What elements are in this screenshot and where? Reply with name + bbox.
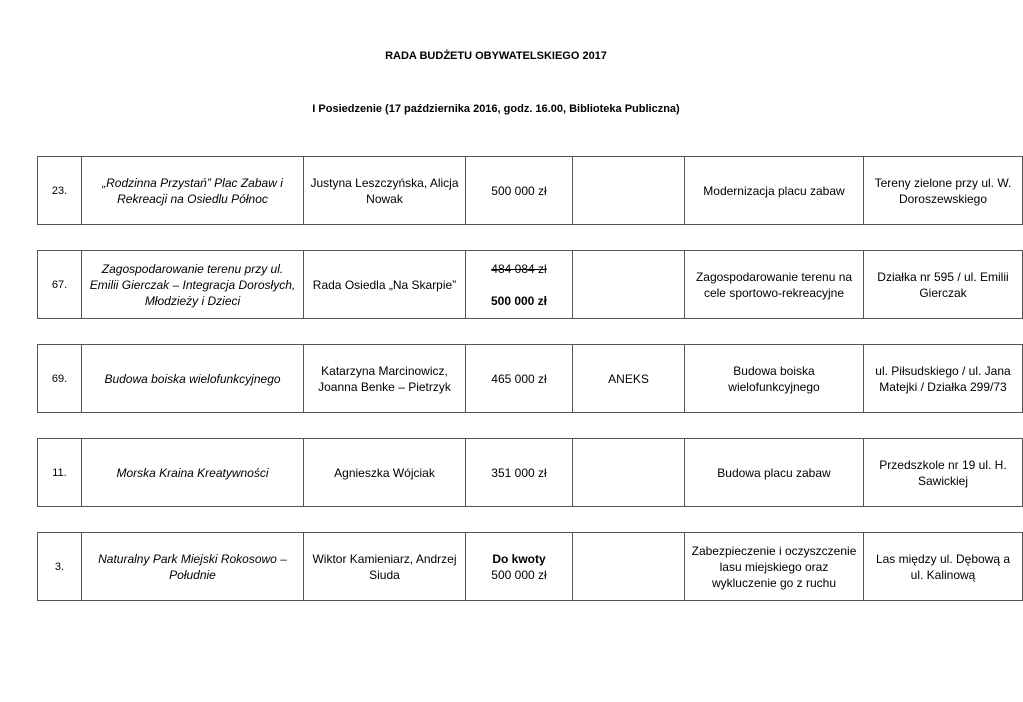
meeting-subtitle: I Posiedzenie (17 października 2016, godz. 16.00, Biblioteka Publiczna) bbox=[312, 103, 680, 115]
amount-prefix: Do kwoty bbox=[492, 551, 546, 566]
project-amount: 500 000 zł bbox=[466, 157, 573, 225]
project-location: Las między ul. Dębową a ul. Kalinową bbox=[864, 533, 1023, 601]
project-name: Naturalny Park Miejski Rokosowo – Południe bbox=[82, 533, 304, 601]
project-authors: Justyna Leszczyńska, Alicja Nowak bbox=[304, 157, 466, 225]
project-number: 3. bbox=[38, 533, 82, 601]
project-note: ANEKS bbox=[573, 345, 685, 413]
amount-spacer bbox=[470, 277, 568, 293]
table-row bbox=[38, 533, 1023, 601]
project-note bbox=[573, 439, 685, 507]
project-table-3 bbox=[37, 532, 1023, 601]
project-location: Tereny zielone przy ul. W. Doroszewskiego bbox=[864, 157, 1023, 225]
project-authors: Katarzyna Marcinowicz, Joanna Benke – Pietrzyk bbox=[304, 345, 466, 413]
table-row bbox=[38, 439, 1023, 507]
project-amount: 500 000 zł bbox=[491, 567, 547, 582]
project-amount: 351 000 zł bbox=[466, 439, 573, 507]
project-number: 11. bbox=[38, 439, 82, 507]
project-authors: Wiktor Kamieniarz, Andrzej Siuda bbox=[304, 533, 466, 601]
project-name: „Rodzinna Przystań” Plac Zabaw i Rekreacji na Osiedlu Północ bbox=[82, 157, 304, 225]
project-name: Budowa boiska wielofunkcyjnego bbox=[82, 345, 304, 413]
table-row bbox=[38, 345, 1023, 413]
project-number: 67. bbox=[38, 251, 82, 319]
old-amount: 484 084 zł bbox=[491, 261, 547, 276]
table-row bbox=[38, 251, 1023, 319]
project-note bbox=[573, 157, 685, 225]
project-authors: Rada Osiedla „Na Skarpie” bbox=[304, 251, 466, 319]
project-location: Przedszkole nr 19 ul. H. Sawickiej bbox=[864, 439, 1023, 507]
project-table-69 bbox=[37, 344, 1023, 413]
project-name: Morska Kraina Kreatywności bbox=[82, 439, 304, 507]
project-amount-cell bbox=[466, 251, 573, 319]
project-note bbox=[573, 533, 685, 601]
project-number: 69. bbox=[38, 345, 82, 413]
project-scope: Budowa placu zabaw bbox=[685, 439, 864, 507]
project-amount: 465 000 zł bbox=[466, 345, 573, 413]
project-table-67 bbox=[37, 250, 1023, 319]
table-row bbox=[38, 157, 1023, 225]
project-authors: Agnieszka Wójciak bbox=[304, 439, 466, 507]
project-scope: Zabezpieczenie i oczyszczenie lasu miejskiego oraz wykluczenie go z ruchu bbox=[685, 533, 864, 601]
project-table-23 bbox=[37, 156, 1023, 225]
new-amount: 500 000 zł bbox=[490, 293, 548, 308]
project-scope: Modernizacja placu zabaw bbox=[685, 157, 864, 225]
project-table-11 bbox=[37, 438, 1023, 507]
project-amount-cell bbox=[466, 533, 573, 601]
project-location: Działka nr 595 / ul. Emilii Gierczak bbox=[864, 251, 1023, 319]
project-number: 23. bbox=[38, 157, 82, 225]
project-location: ul. Piłsudskiego / ul. Jana Matejki / Działka 299/73 bbox=[864, 345, 1023, 413]
project-scope: Budowa boiska wielofunkcyjnego bbox=[685, 345, 864, 413]
project-name: Zagospodarowanie terenu przy ul. Emilii Gierczak – Integracja Dorosłych, Młodzieży i Dzieci bbox=[82, 251, 304, 319]
project-note bbox=[573, 251, 685, 319]
document-title: RADA BUDŻETU OBYWATELSKIEGO 2017 bbox=[385, 50, 607, 62]
project-scope: Zagospodarowanie terenu na cele sportowo-rekreacyjne bbox=[685, 251, 864, 319]
